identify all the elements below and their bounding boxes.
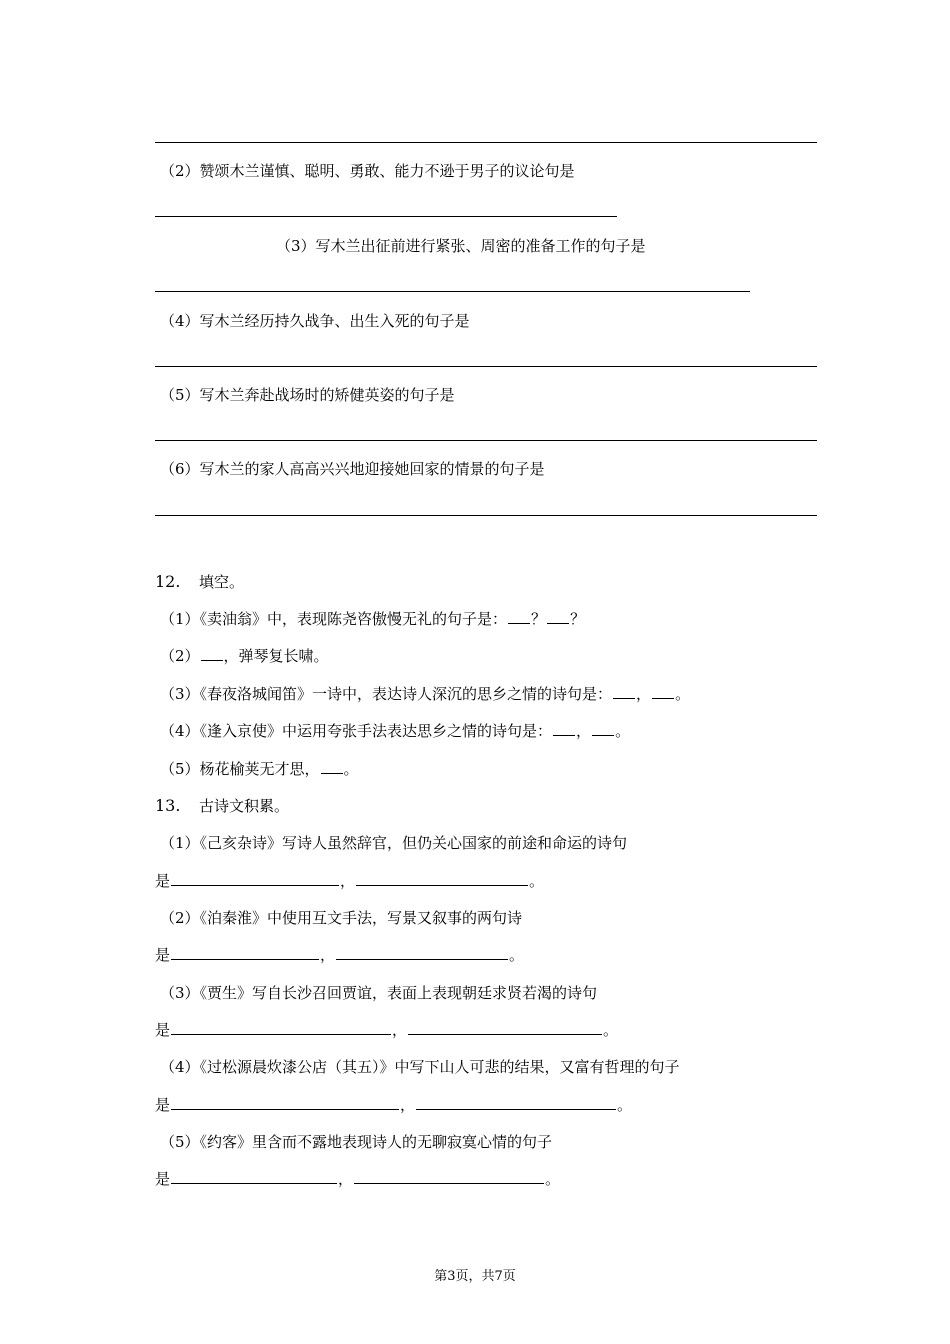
comma: ， (576, 722, 592, 740)
blank[interactable] (171, 1169, 337, 1184)
blank[interactable] (171, 1095, 399, 1110)
q12-title: 填空。 (199, 573, 245, 591)
blank[interactable] (652, 684, 674, 699)
q12-part2-text: ，弹琴复长啸。 (223, 647, 329, 665)
q12-part2 (160, 646, 329, 666)
period: 。 (615, 722, 631, 740)
q11-part4: （4）写木兰经历持久战争、出生入死的句子是 (160, 312, 470, 330)
q11-part2: （2）赞颂木兰谨慎、聪明、勇敢、能力不逊于男子的议论句是 (160, 162, 575, 180)
q13-part2-answer (155, 945, 524, 965)
answer-line-11-4 (155, 366, 817, 367)
q13-part3: （3）《贾生》写自长沙召回贾谊，表面上表现朝廷求贤若渴的诗句 (160, 984, 598, 1002)
q13-part2: （2）《泊秦淮》中使用互文手法，写景又叙事的两句诗 (160, 909, 523, 927)
shi-char: 是 (155, 946, 171, 964)
shi-char: 是 (155, 1096, 171, 1114)
comma: ， (392, 1021, 408, 1039)
q12-part3 (160, 684, 690, 704)
q12-part2-prefix: （2） (160, 647, 200, 665)
blank[interactable] (416, 1095, 616, 1110)
period: 。 (509, 946, 525, 964)
question-mark: ？ (531, 610, 547, 628)
q13-part3-answer (155, 1020, 618, 1040)
comma: ， (400, 1096, 416, 1114)
q11-part5: （5）写木兰奔赴战场时的矫健英姿的句子是 (160, 386, 455, 404)
period: 。 (545, 1170, 561, 1188)
period: 。 (603, 1021, 619, 1039)
blank[interactable] (547, 609, 569, 624)
q13-part1: （1）《己亥杂诗》写诗人虽然辞官，但仍关心国家的前途和命运的诗句 (160, 834, 628, 852)
comma: ， (636, 685, 652, 703)
q11-part6: （6）写木兰的家人高高兴兴地迎接她回家的情景的句子是 (160, 460, 545, 478)
answer-line-11-5 (155, 440, 817, 441)
q13-part4: （4）《过松源晨炊漆公店（其五）》中写下山人可悲的结果，又富有哲理的句子 (160, 1058, 680, 1076)
shi-char: 是 (155, 872, 171, 890)
question-mark: ？ (570, 610, 586, 628)
blank[interactable] (171, 945, 319, 960)
blank[interactable] (321, 759, 343, 774)
period: 。 (617, 1096, 633, 1114)
comma: ， (338, 1170, 354, 1188)
answer-line-11-6 (155, 515, 817, 516)
q12-part4 (160, 721, 630, 741)
answer-line-11-1 (155, 142, 817, 143)
q13-title: 古诗文积累。 (199, 797, 290, 815)
period: 。 (343, 760, 359, 778)
blank[interactable] (201, 646, 223, 661)
blank[interactable] (408, 1020, 602, 1035)
q12-part5-text: （5）杨花榆荚无才思， (160, 760, 320, 778)
blank[interactable] (613, 684, 635, 699)
blank[interactable] (508, 609, 530, 624)
q12-part1 (160, 609, 585, 629)
q13-part1-answer (155, 871, 544, 891)
answer-line-11-3 (155, 291, 750, 292)
q12-part5 (160, 759, 359, 779)
q13-part5: （5）《约客》里含而不露地表现诗人的无聊寂寞心情的句子 (160, 1133, 553, 1151)
blank[interactable] (171, 871, 339, 886)
blank[interactable] (336, 945, 508, 960)
q11-part3: （3）写木兰出征前进行紧张、周密的准备工作的句子是 (276, 237, 646, 255)
blank[interactable] (354, 1169, 544, 1184)
answer-line-11-2 (155, 216, 617, 217)
q12-part3-text: （3）《春夜洛城闻笛》一诗中，表达诗人深沉的思乡之情的诗句是： (160, 685, 613, 703)
shi-char: 是 (155, 1021, 171, 1039)
q12-number: 12. (155, 572, 181, 591)
comma: ， (340, 872, 356, 890)
period: 。 (675, 685, 691, 703)
q13-part4-answer (155, 1095, 632, 1115)
q12-part1-text: （1）《卖油翁》中，表现陈尧咨傲慢无礼的句子是： (160, 610, 508, 628)
period: 。 (529, 872, 545, 890)
blank[interactable] (592, 721, 614, 736)
shi-char: 是 (155, 1170, 171, 1188)
blank[interactable] (171, 1020, 391, 1035)
blank[interactable] (356, 871, 528, 886)
blank[interactable] (553, 721, 575, 736)
q12-part4-text: （4）《逢入京使》中运用夸张手法表达思乡之情的诗句是： (160, 722, 553, 740)
q13-part5-answer (155, 1169, 560, 1189)
comma: ， (320, 946, 336, 964)
q13-number: 13. (155, 796, 181, 815)
page-footer: 第3页，共7页 (434, 1269, 516, 1284)
